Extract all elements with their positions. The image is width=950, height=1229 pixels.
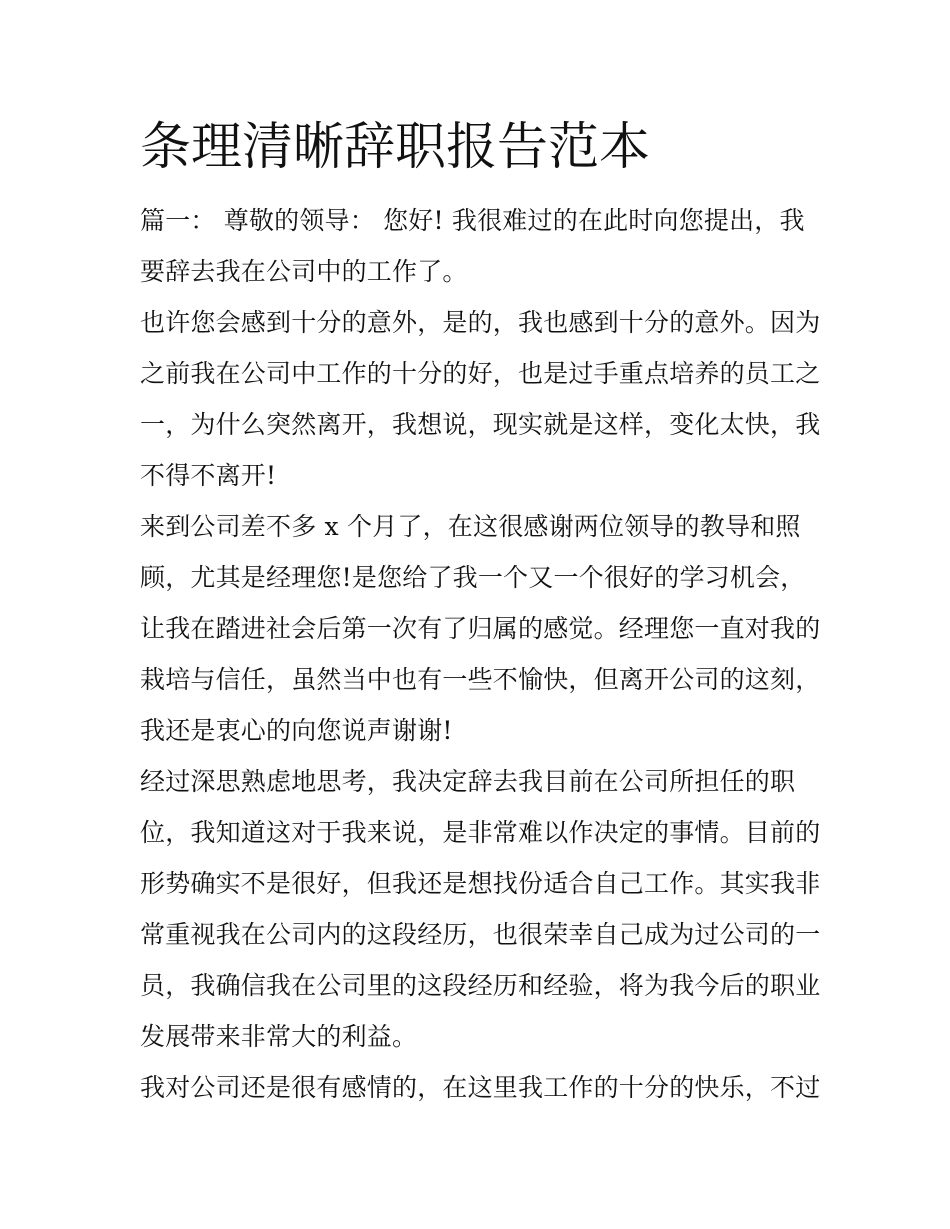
text-line: 也许您会感到十分的意外，是的，我也感到十分的意外。因为 bbox=[140, 308, 821, 337]
text-line: 经过深思熟虑地思考，我决定辞去我目前在公司所担任的职 bbox=[140, 767, 796, 796]
text-line: 让我在踏进社会后第一次有了归属的感觉。经理您一直对我的 bbox=[140, 614, 821, 643]
text-line: 位，我知道这对于我来说，是非常难以作决定的事情。目前的 bbox=[140, 818, 821, 847]
text-line: 之前我在公司中工作的十分的好，也是过手重点培养的员工之 bbox=[140, 359, 821, 388]
text-line: 顾，尤其是经理您!是您给了我一个又一个很好的学习机会， bbox=[140, 563, 806, 592]
text-line: 我还是衷心的向您说声谢谢! bbox=[140, 716, 453, 745]
text-line: 常重视我在公司内的这段经历，也很荣幸自己成为过公司的一 bbox=[140, 920, 821, 949]
text-line: 形势确实不是很好，但我还是想找份适合自己工作。其实我非 bbox=[140, 869, 821, 898]
text-line: 篇一： 尊敬的领导： 您好! 我很难过的在此时向您提出，我 bbox=[140, 206, 805, 235]
text-line: 我对公司还是很有感情的，在这里我工作的十分的快乐，不过 bbox=[140, 1073, 821, 1102]
page-title: 条理清晰辞职报告范本 bbox=[140, 118, 651, 177]
text-line: 栽培与信任，虽然当中也有一些不愉快，但离开公司的这刻， bbox=[140, 665, 821, 694]
text-line: 员，我确信我在公司里的这段经历和经验，将为我今后的职业 bbox=[140, 971, 821, 1000]
text-line: 发展带来非常大的利益。 bbox=[140, 1022, 418, 1051]
text-line: 一，为什么突然离开，我想说，现实就是这样，变化太快，我 bbox=[140, 410, 821, 439]
text-line: 不得不离开! bbox=[140, 461, 277, 490]
text-line: 来到公司差不多 x 个月了，在这很感谢两位领导的教导和照 bbox=[140, 512, 801, 541]
text-line: 要辞去我在公司中的工作了。 bbox=[140, 257, 468, 286]
